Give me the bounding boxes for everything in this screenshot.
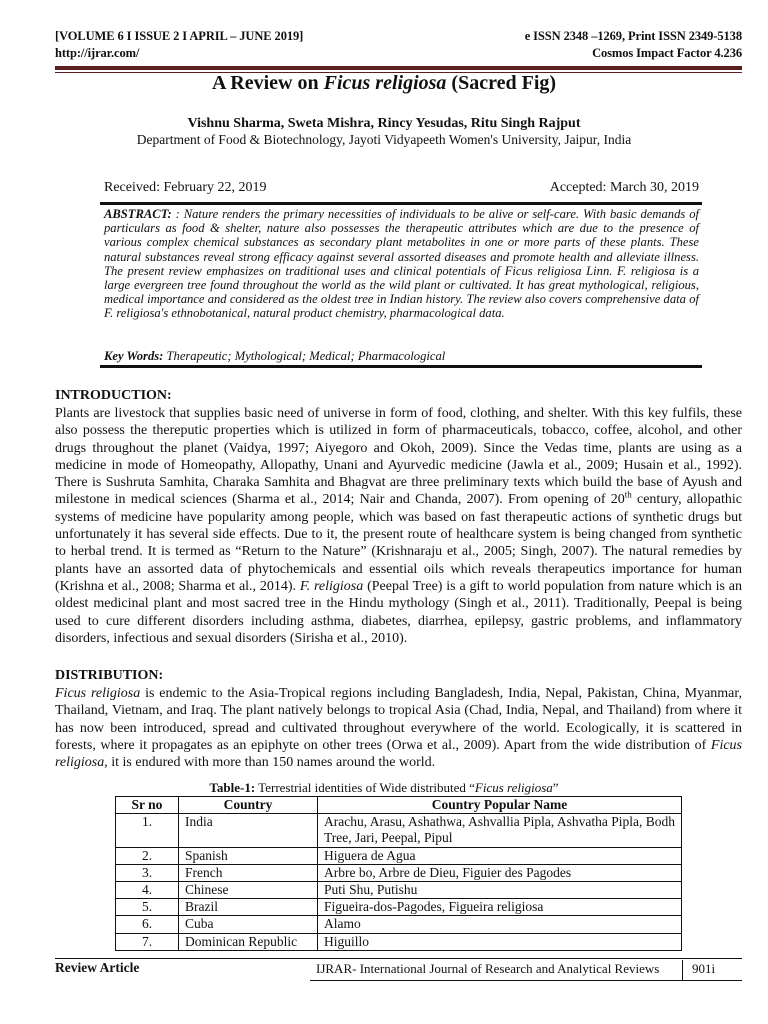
text-segment: Ficus religiosa xyxy=(55,737,742,771)
country-cell: French xyxy=(179,864,318,881)
table-row xyxy=(116,933,682,950)
text-segment: , it is endured with more than 150 names around the world. xyxy=(104,755,436,771)
abstract xyxy=(104,207,699,321)
popular-name-cell: Alamo xyxy=(318,916,682,933)
sr-no-cell: 3. xyxy=(116,864,179,881)
country-cell: Cuba xyxy=(179,916,318,933)
country-names-table xyxy=(115,796,682,951)
column-header: Sr no xyxy=(116,797,179,814)
impact-factor: Cosmos Impact Factor 4.236 xyxy=(592,46,742,60)
affiliation: Department of Food & Biotechnology, Jayoti Vidyapeeth Women's University, Jaipur, India xyxy=(136,132,632,147)
footer-rule xyxy=(55,958,742,959)
sr-no-cell: 1. xyxy=(116,814,179,847)
sr-no-cell: 7. xyxy=(116,933,179,950)
text-segment: is endemic to the Asia-Tropical regions including Bangladesh, India, Nepal, Pakistan, China, Myanmar, Thailand, Vietnam, and Iraq. The plant natively belongs to tropical Asia (Chad, India, Nepal, and Thailand) from where it has now been introduced, spread and cultivated throughout everywhere of the world. Ecologically, it is scattered in forests, where it propagates as an epiphyte on other trees (Orwa et al., 2009). Apart from the wide distribution of xyxy=(55,686,742,753)
table-row xyxy=(116,847,682,864)
table-header-row xyxy=(116,797,682,814)
authors: Vishnu Sharma, Sweta Mishra, Rincy Yesudas, Ritu Singh Rajput xyxy=(187,116,581,131)
text-segment: : Nature renders the primary necessities of individuals to be alive or self-care. With basic demands of particulars as food & shelter, nature also possesses the therapeutic attributes which are due to the presence of various complex chemical substances as secondary plant metabolites in one or more parts of these plants. These natural substances reveal strong efficacy against several assorted diseases and promote health and alleviate illness. The present review emphasizes on traditional uses and clinical potentials of Ficus religiosa Linn. F. religiosa is a large evergreen tree found throughout the world as the wild plant or cultivated. It has great mythological, religious, medical importance and considered as the oldest tree in Indian history. The review also covers comprehensive data of F. religiosa's ethnobotanical, natural product chemistry, pharmacological data. xyxy=(104,207,699,321)
page-number: 901i xyxy=(692,961,716,976)
text-segment: A Review on xyxy=(211,72,324,94)
keywords xyxy=(104,349,699,364)
dates-row xyxy=(104,180,699,196)
sr-no-cell: 6. xyxy=(116,916,179,933)
journal-url[interactable]: http://ijrar.com/ xyxy=(55,46,140,60)
text-segment: (Sacred Fig) xyxy=(446,72,557,94)
distribution-heading: DISTRIBUTION: xyxy=(55,668,164,683)
column-header: Country xyxy=(179,797,318,814)
accepted-date: Accepted: March 30, 2019 xyxy=(549,180,699,195)
footer-separator xyxy=(682,960,683,980)
popular-name-cell: Higuillo xyxy=(318,933,682,950)
popular-name-cell: Puti Shu, Putishu xyxy=(318,882,682,899)
country-cell: Brazil xyxy=(179,899,318,916)
popular-name-cell: Higuera de Agua xyxy=(318,847,682,864)
article-type: Review Article xyxy=(55,960,140,975)
text-segment: Plants are livestock that supplies basic need of universe in form of food, clothing, and shelter. With this key fulfils, these also possess the thereputic properties which is utilized in form of pharmaceuticals, tobacco, coffee, alcohol, and other drugs throughout the planet (Vaidya, 1997; Aiyegoro and Okoh, 2009). Since the Vedas time, plants are using as a medicine in mode of Homeopathy, Allopathy, Unani and Ayurvedic medicine (Jawla et al., 2009; Husain et al., 1992). There is Sushruta Samhita, Charaka Samhita and Bhagvat are three preliminary texts which build the base of Ayush and milestone in medical sciences (Sharma et al., 2014; Nair and Chanda, 2007). From opening of 20 xyxy=(55,406,742,508)
journal-issn: e ISSN 2348 –1269, Print ISSN 2349-5138 xyxy=(524,29,742,43)
paper-title xyxy=(0,72,768,95)
table-row xyxy=(116,864,682,881)
table-row xyxy=(116,916,682,933)
sr-no-cell: 5. xyxy=(116,899,179,916)
table-row xyxy=(116,814,682,847)
text-segment: Ficus religiosa xyxy=(323,72,447,94)
popular-name-cell: Arachu, Arasu, Ashathwa, Ashvallia Pipla, Ashvatha Pipla, Bodh Tree, Jari, Peepal, Pipul xyxy=(318,814,682,847)
column-header: Country Popular Name xyxy=(318,797,682,814)
text-segment: Terrestrial identities of Wide distributed “ xyxy=(255,780,475,795)
text-segment: th xyxy=(624,489,632,500)
text-segment: ABSTRACT: xyxy=(104,207,176,221)
text-segment: Ficus religiosa xyxy=(474,780,553,795)
journal-name: IJRAR- International Journal of Research and Analytical Reviews xyxy=(316,961,660,976)
sr-no-cell: 2. xyxy=(116,847,179,864)
text-segment: Ficus religiosa xyxy=(55,686,141,701)
text-segment: Key Words: xyxy=(104,349,167,363)
text-segment: Table-1: xyxy=(209,780,256,795)
text-segment: Therapeutic; Mythological; Medical; Pharmacological xyxy=(166,349,446,363)
table-row xyxy=(116,882,682,899)
text-segment: (Peepal Tree) is a gift to world population from nature which is an oldest medicinal plant and most sacred tree in the Hindu mythology (Singh et al., 2011). Traditionally, Peepal is being used to cure different disorders including asthma, diabetes, diarrhea, epilepsy, gastric problems, and inflammatory disorders, infectious and sexual disorders (Sirisha et al., 2010). xyxy=(55,578,742,646)
distribution-body xyxy=(55,685,742,771)
introduction-body xyxy=(55,405,742,647)
country-cell: India xyxy=(179,814,318,847)
table-caption xyxy=(0,780,768,796)
journal-volume: [VOLUME 6 I ISSUE 2 I APRIL – JUNE 2019] xyxy=(55,29,304,43)
text-segment: century, allopathic systems of medicine have popularity among people, which was based on fast therapeutic actions of synthetic drugs but unfortunately it has several side effects. Due to it, the present route of healthcare system is being changed from synthetic to herbal trend. It is termed as “Return to the Nature” (Krishnaraju et al., 2005; Singh, 2007). The natural remedies by plants have an assorted data of phytochemicals and essential oils which reveals therapeutics importance for human (Krishna et al., 2008; Sharma et al., 2014). xyxy=(55,492,742,594)
sr-no-cell: 4. xyxy=(116,882,179,899)
popular-name-cell: Arbre bo, Arbre de Dieu, Figuier des Pagodes xyxy=(318,864,682,881)
country-cell: Spanish xyxy=(179,847,318,864)
popular-name-cell: Figueira-dos-Pagodes, Figueira religiosa xyxy=(318,899,682,916)
table-row xyxy=(116,899,682,916)
text-segment: ” xyxy=(552,780,559,795)
country-cell: Dominican Republic xyxy=(179,933,318,950)
introduction-heading: INTRODUCTION: xyxy=(55,388,172,403)
received-date: Received: February 22, 2019 xyxy=(104,180,267,195)
country-cell: Chinese xyxy=(179,882,318,899)
footer-rule-right xyxy=(310,980,742,981)
header-rule xyxy=(55,66,742,70)
text-segment: F. religiosa xyxy=(299,578,364,594)
